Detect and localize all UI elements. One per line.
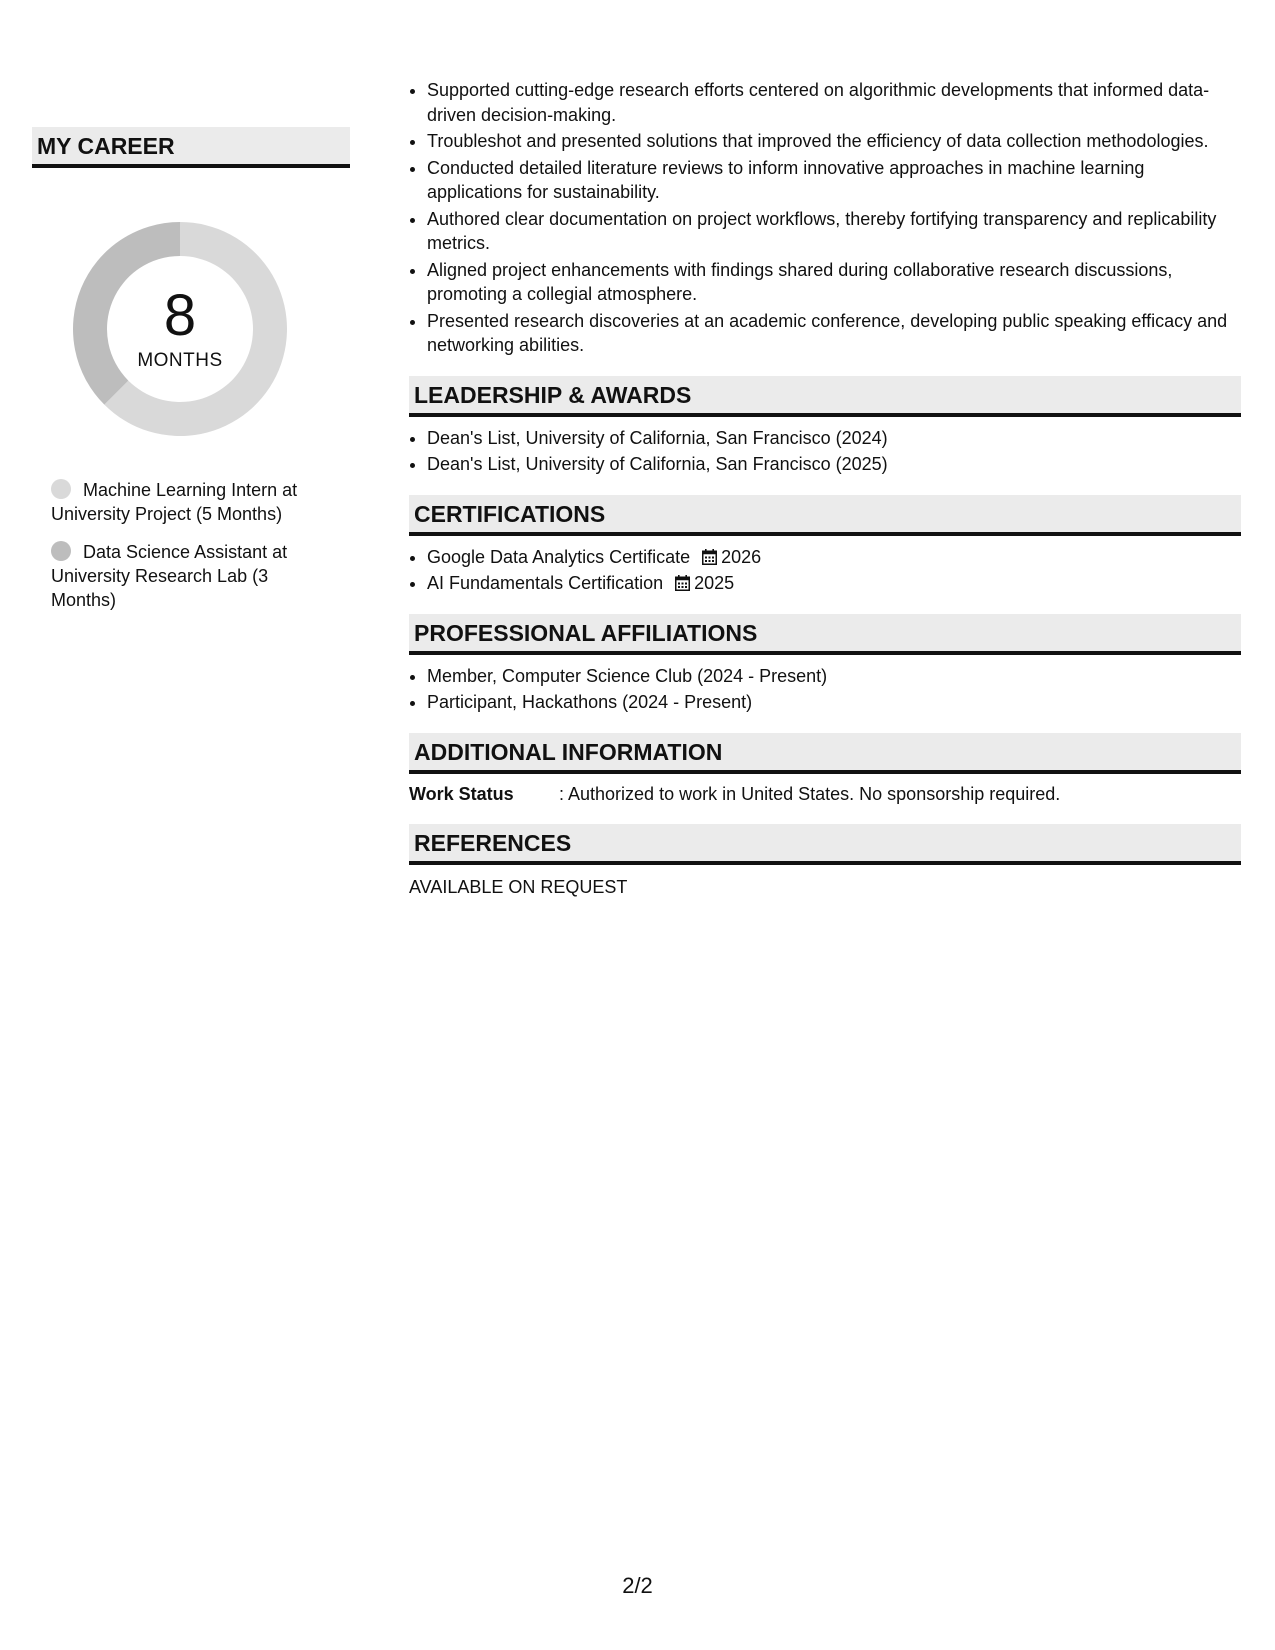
right-column — [409, 78, 1241, 899]
leadership-list — [409, 426, 1241, 477]
total-months-unit: MONTHS — [137, 350, 223, 371]
certifications-section — [409, 495, 1241, 596]
legend-item — [51, 540, 321, 612]
list-item: • Dean's List, University of California, San Francisco (2025) — [427, 452, 1241, 477]
legend-dot — [51, 541, 71, 561]
list-item: • Conducted detailed literature reviews to inform innovative approaches in machine learning applications for sustainability. — [427, 156, 1241, 205]
legend-item — [51, 478, 321, 526]
my-career-header: MY CAREER — [32, 127, 350, 168]
certification-item — [427, 545, 1241, 570]
work-status-label: Work Status — [409, 783, 514, 804]
career-legend — [51, 478, 321, 612]
references-text: AVAILABLE ON REQUEST — [409, 876, 628, 897]
additional-info-header: ADDITIONAL INFORMATION — [409, 733, 1241, 774]
legend-label: Data Science Assistant at University Research Lab (3 Months) — [51, 542, 288, 610]
work-status-row — [409, 782, 1241, 806]
affiliations-list — [409, 664, 1241, 715]
donut-center — [65, 214, 295, 444]
list-item: • Presented research discoveries at an academic conference, developing public speaking efficacy and networking abilities. — [427, 309, 1241, 358]
list-item: • Troubleshot and presented solutions that improved the efficiency of data collection methodologies. — [427, 129, 1241, 154]
certifications-list — [409, 545, 1241, 596]
page-number: 2/2 — [622, 1573, 653, 1598]
list-item: • Aligned project enhancements with findings shared during collaborative research discussions, promoting a collegial atmosphere. — [427, 258, 1241, 307]
work-status-value: : Authorized to work in United States. No sponsorship required. — [559, 783, 1061, 804]
career-donut-chart — [65, 214, 295, 444]
list-item: • Member, Computer Science Club (2024 - Present) — [427, 664, 1241, 689]
certification-name: AI Fundamentals Certification — [427, 573, 664, 593]
certification-year: 2025 — [694, 573, 735, 593]
references-header: REFERENCES — [409, 824, 1241, 865]
certifications-header: CERTIFICATIONS — [409, 495, 1241, 536]
certification-name: Google Data Analytics Certificate — [427, 546, 691, 567]
legend-dot — [51, 479, 71, 499]
list-item: • Participant, Hackathons (2024 - Present) — [427, 690, 1241, 715]
calendar-icon — [675, 573, 690, 589]
certification-item — [427, 571, 1241, 596]
legend-label: Machine Learning Intern at University Project (5 Months) — [51, 480, 298, 524]
affiliations-section — [409, 614, 1241, 715]
certification-year: 2026 — [721, 546, 762, 567]
total-months-number: 8 — [163, 283, 197, 348]
leadership-header: LEADERSHIP & AWARDS — [409, 376, 1241, 417]
additional-info-section — [409, 733, 1241, 806]
affiliations-header: PROFESSIONAL AFFILIATIONS — [409, 614, 1241, 655]
references-section — [409, 824, 1241, 899]
left-column — [32, 127, 350, 626]
list-item: • Authored clear documentation on project workflows, thereby fortifying transparency and replicability metrics. — [427, 207, 1241, 256]
list-item: • Dean's List, University of California, San Francisco (2024) — [427, 426, 1241, 451]
experience-bullet-list — [409, 78, 1241, 358]
leadership-section — [409, 376, 1241, 477]
list-item: • Supported cutting-edge research efforts centered on algorithmic developments that informed data-driven decision-making. — [427, 78, 1241, 127]
calendar-icon — [702, 547, 717, 563]
